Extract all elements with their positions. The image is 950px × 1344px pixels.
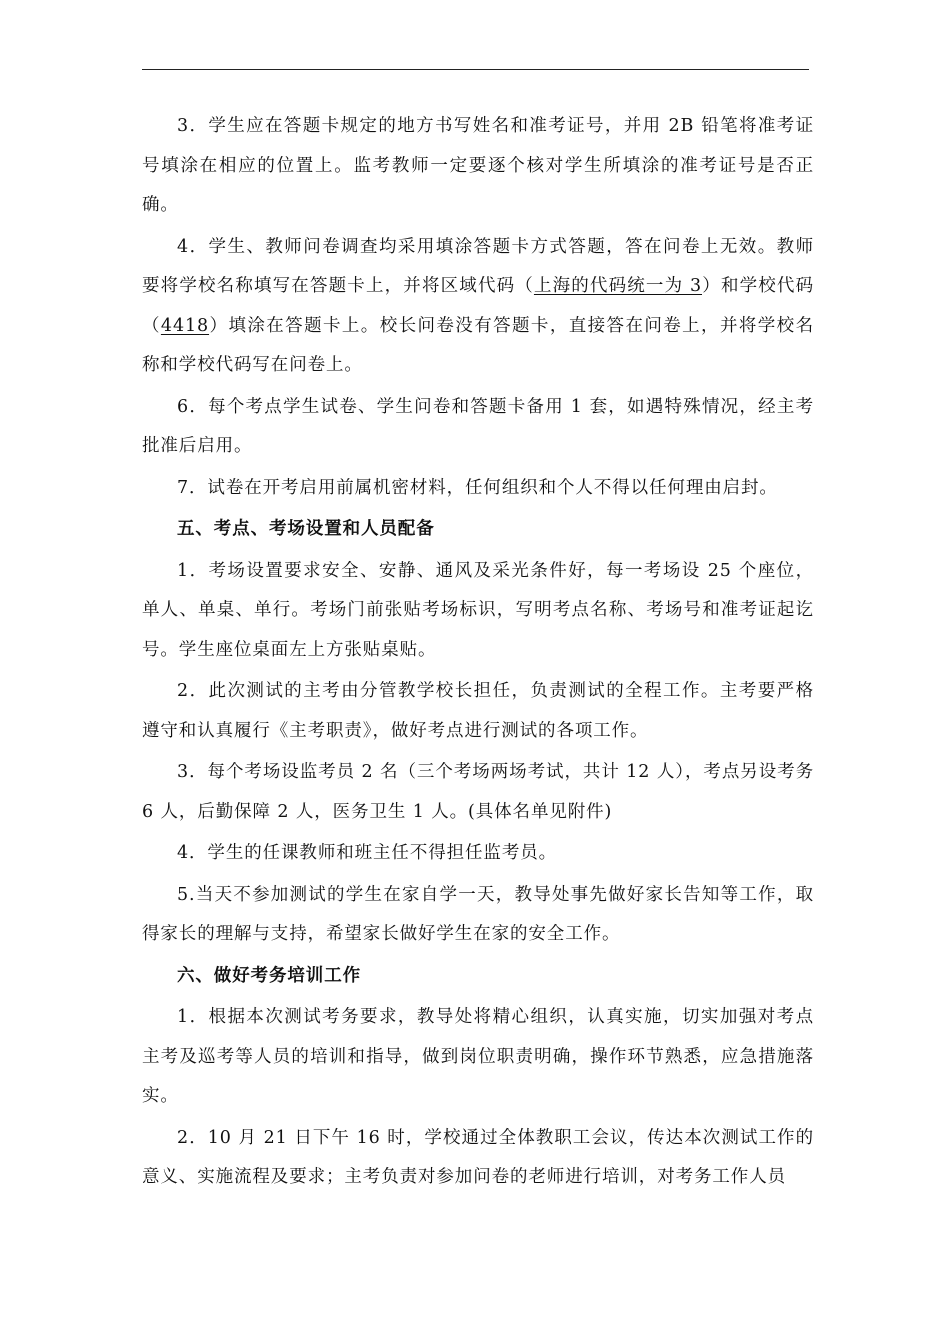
paragraph-item-6: 6．每个考点学生试卷、学生问卷和答题卡备用 1 套，如遇特殊情况，经主考批准后启用。	[142, 396, 814, 456]
section-6-heading: 六、做好考务培训工作	[177, 965, 361, 986]
section-5-heading: 五、考点、考场设置和人员配备	[177, 519, 435, 539]
paragraph-item-4-mid: ）和学校代码（	[142, 276, 814, 336]
paragraph-item-7: 7．试卷在开考启用前属机密材料，任何组织和个人不得以任何理由启封。	[177, 477, 778, 498]
section-5-item-4: 4．学生的任课教师和班主任不得担任监考员。	[177, 843, 558, 863]
document-body	[142, 107, 814, 1200]
school-code-underlined: 4418	[160, 315, 210, 336]
paragraph-item-4-post: ）填涂在答题卡上。校长问卷没有答题卡，直接答在问卷上，并将学校名称和学校代码写在问卷上。	[142, 315, 814, 375]
section-6-item-2: 2．10 月 21 日下午 16 时，学校通过全体教职工会议，传达本次测试工作的意义、实施流程及要求；主考负责对参加问卷的老师进行培训，对考务工作人员	[142, 1127, 814, 1187]
section-5-item-3: 3．每个考场设监考员 2 名（三个考场两场考试，共计 12 人），考点另设考务 6 人，后勤保障 2 人，医务卫生 1 人。(具体名单见附件)	[142, 762, 814, 822]
section-5-item-2: 2．此次测试的主考由分管教学校长担任，负责测试的全程工作。主考要严格遵守和认真履行《主考职责》，做好考点进行测试的各项工作。	[142, 681, 814, 741]
section-6-item-1: 1．根据本次测试考务要求，教导处将精心组织，认真实施，切实加强对考点主考及巡考等人员的培训和指导，做到岗位职责明确，操作环节熟悉，应急措施落实。	[142, 1007, 814, 1106]
section-5-item-1: 1．考场设置要求安全、安静、通风及采光条件好，每一考场设 25 个座位，单人、单桌、单行。考场门前张贴考场标识，写明考点名称、考场号和准考证起讫号。学生座位桌面左上方张贴桌贴。	[142, 560, 814, 660]
header-rule	[142, 69, 809, 70]
paragraph-item-4	[142, 228, 814, 386]
section-5-item-5: 5.当天不参加测试的学生在家自学一天，教导处事先做好家长告知等工作，取得家长的理解与支持，希望家长做好学生在家的安全工作。	[142, 884, 814, 944]
paragraph-item-3: 3．学生应在答题卡规定的地方书写姓名和准考证号，并用 2B 铅笔将准考证号填涂在相应的位置上。监考教师一定要逐个核对学生所填涂的准考证号是否正确。	[142, 116, 814, 215]
region-code-underlined: 上海的代码统一为 3	[533, 276, 703, 296]
paragraph-item-4-pre: 4．学生、教师问卷调查均采用填涂答题卡方式答题，答在问卷上无效。教师要将学校名称填写在答题卡上，并将区域代码（	[142, 236, 814, 296]
